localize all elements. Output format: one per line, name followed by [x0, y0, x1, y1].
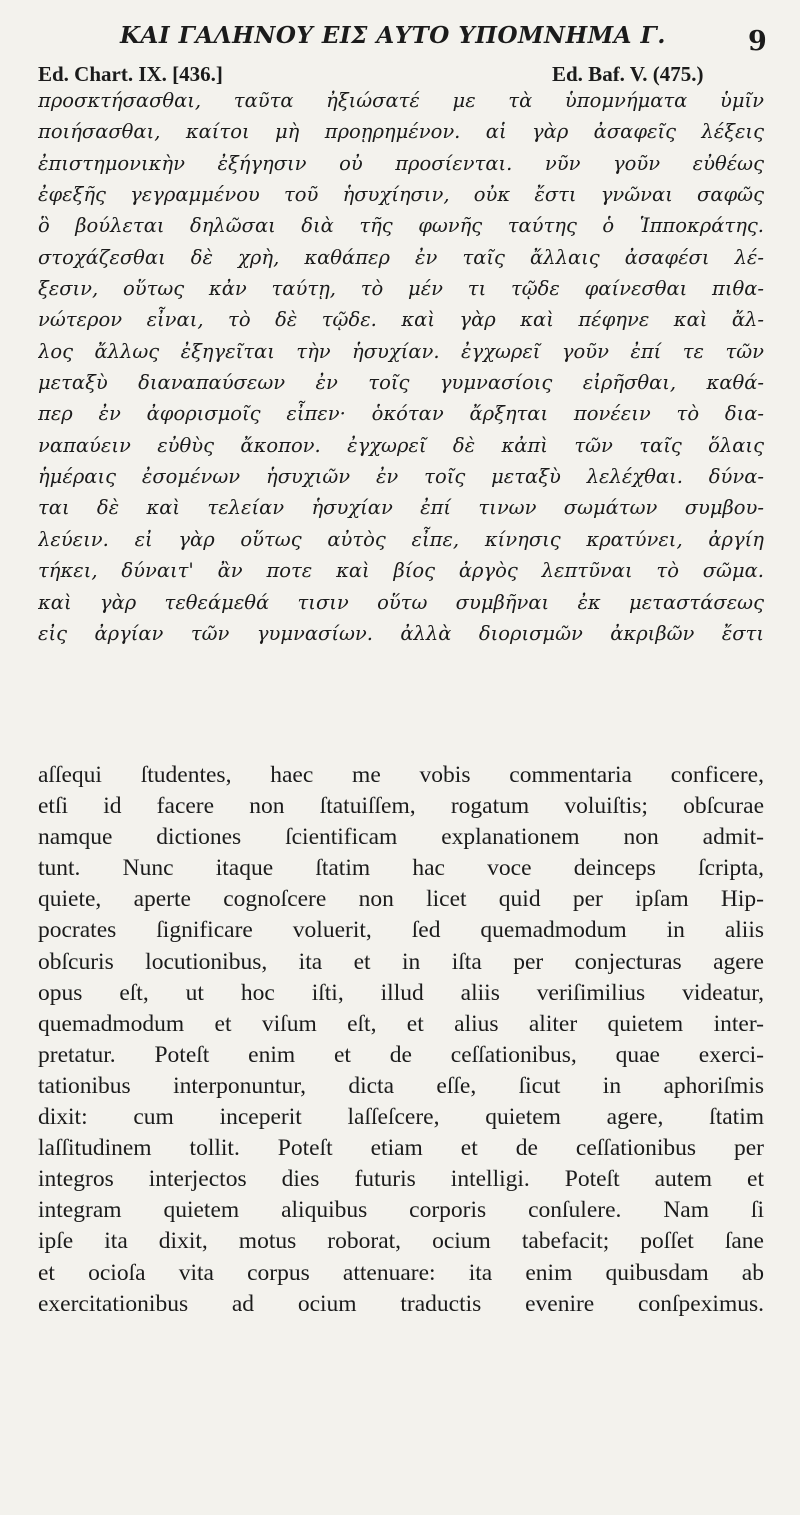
greek-line: ἡμέραις ἐσομένων ἡσυχιῶν ἐν τοῖς μεταξὺ λελέχθαι. δύνα- [38, 465, 764, 489]
latin-line: aſſequi ſtudentes, haec me vobis commentaria conficere, [38, 762, 764, 788]
greek-line: ἐπιστημονικὴν ἐξήγησιν οὐ προσίενται. νῦν γοῦν εὐθέως [38, 151, 764, 175]
latin-line: dixit: cum inceperit laſſeſcere, quietem agere, ſtatim [38, 1104, 764, 1131]
greek-line: καὶ γὰρ τεθεάμεθά τισιν οὕτω συμβῆναι ἐκ μεταστάσεως [38, 590, 764, 614]
greek-line: στοχάζεσθαι δὲ χρὴ, καθάπερ ἐν ταῖς ἄλλαις ἀσαφέσι λέ- [38, 245, 764, 269]
latin-line: quiete, aperte cognoſcere non licet quid per ipſam Hip- [38, 886, 764, 913]
latin-line: laſſitudinem tollit. Poteſt etiam et de ceſſationibus per [38, 1135, 764, 1162]
greek-line: λος ἄλλως ἐξηγεῖται τὴν ἡσυχίαν. ἐγχωρεῖ γοῦν ἐπί τε τῶν [38, 339, 764, 363]
latin-text-block [38, 760, 764, 1320]
edition-chartier-reference: Ed. Chart. IX. [436.] [38, 62, 223, 86]
greek-line: λεύειν. εἰ γὰρ οὕτως αὐτὸς εἶπε, κίνησις κρατύνει, ἀργίη [38, 527, 764, 551]
latin-line: integram quietem aliquibus corporis conſulere. Nam ſi [38, 1197, 764, 1224]
greek-line: ξεσιν, οὕτως κἀν ταύτῃ, τὸ μέν τι τῷδε φαίνεσθαι πιθα- [38, 277, 764, 301]
greek-line: μεταξὺ διαναπαύσεων ἐν τοῖς γυμνασίοις εἰρῆσθαι, καθά- [38, 371, 764, 395]
latin-line: et ocioſa vita corpus attenuare: ita enim quibusdam ab [38, 1259, 764, 1286]
greek-line: νώτερον εἶναι, τὸ δὲ τῷδε. καὶ γὰρ καὶ πέφηνε καὶ ἄλ- [38, 308, 764, 332]
greek-line: εἰς ἀργίαν τῶν γυμνασίων. ἀλλὰ διορισμῶν ἀκριβῶν ἔστι [38, 621, 764, 645]
latin-line: tunt. Nunc itaque ſtatim hac voce deinceps ſcripta, [38, 855, 764, 882]
greek-line: ται δὲ καὶ τελείαν ἡσυχίαν ἐπί τινων σωμάτων συμβου- [38, 496, 764, 520]
greek-line: τήκει, δύναιτ' ἂν ποτε καὶ βίος ἀργὸς λεπτῦναι τὸ σῶμα. [38, 559, 764, 583]
edition-basel-reference: Ed. Baf. V. (475.) [552, 62, 704, 86]
latin-line: etſi id facere non ſtatuiſſem, rogatum voluiſtis; obſcurae [38, 793, 764, 820]
greek-text-block [38, 85, 764, 649]
greek-line: ὃ βούλεται δηλῶσαι διὰ τῆς φωνῆς ταύτης ὁ Ἱπποκράτης. [38, 214, 764, 238]
greek-line: περ ἐν ἀφορισμοῖς εἶπεν· ὁκόταν ἄρξηται πονέειν τὸ δια- [38, 402, 764, 426]
greek-line: ποιήσασθαι, καίτοι μὴ προῃρημένον. αἱ γὰρ ἀσαφεῖς λέξεις [38, 120, 764, 144]
latin-line: tationibus interponuntur, dicta eſſe, ſicut in aphoriſmis [38, 1072, 764, 1099]
latin-line: quemadmodum et viſum eſt, et alius aliter quietem inter- [38, 1010, 764, 1037]
latin-line: integros interjectos dies futuris intelligi. Poteſt autem et [38, 1166, 764, 1193]
greek-line: ναπαύειν εὐθὺς ἄκοπον. ἐγχωρεῖ δὲ κἀπὶ τῶν ταῖς ὅλαις [38, 433, 764, 457]
latin-line: ipſe ita dixit, motus roborat, ocium tabefacit; poſſet ſane [38, 1228, 764, 1255]
page-number: 9 [748, 26, 768, 57]
greek-line: ἐφεξῆς γεγραμμένου τοῦ ἡσυχίησιν, οὐκ ἔστι γνῶναι σαφῶς [38, 183, 764, 207]
latin-line: exercitationibus ad ocium traductis evenire conſpeximus. [38, 1290, 764, 1317]
page-title: ΚΑΙ ΓΑΛΗΝΟΥ ΕΙΣ ΑΥΤΟ ΥΠΟΜΝΗΜΑ Γ. [120, 22, 666, 49]
latin-line: obſcuris locutionibus, ita et in iſta per conjecturas agere [38, 948, 764, 975]
latin-line: pretatur. Poteſt enim et de ceſſationibus, quae exerci- [38, 1041, 764, 1068]
greek-line: προσκτήσασθαι, ταῦτα ἠξιώσατέ με τὰ ὑπομνήματα ὑμῖν [38, 89, 764, 112]
latin-line: namque dictiones ſcientificam explanationem non admit- [38, 824, 764, 851]
latin-line: pocrates ſignificare voluerit, ſed quemadmodum in aliis [38, 917, 764, 944]
latin-line: opus eſt, ut hoc iſti, illud aliis veriſimilius videatur, [38, 979, 764, 1006]
